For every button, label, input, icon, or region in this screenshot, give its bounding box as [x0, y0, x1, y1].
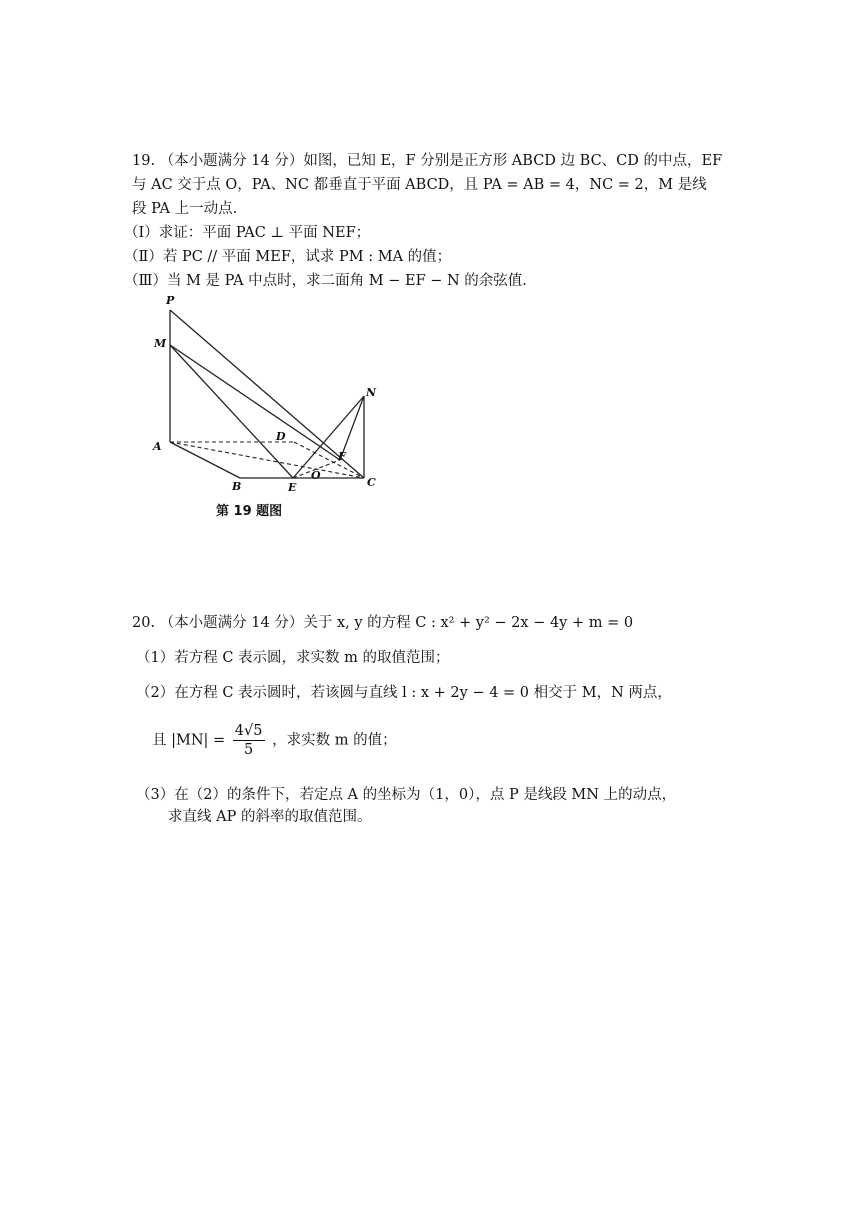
- mn-length-prefix: 且 |MN| =: [152, 732, 226, 749]
- label-P: P: [166, 294, 175, 307]
- q20-line1: 20. （本小题满分 14 分）关于 x, y 的方程 C : x² + y² − 2x − 4y + m = 0: [132, 615, 634, 631]
- fraction-numerator: 4√5: [234, 723, 263, 739]
- q20-part2: （2）在方程 C 表示圆时，若该圆与直线 l : x + 2y − 4 = 0 相交于 M，N 两点，: [136, 685, 672, 701]
- label-N: N: [366, 386, 377, 399]
- edge-AC: [170, 442, 364, 478]
- label-B: B: [232, 480, 242, 493]
- q19-part1: （Ⅰ）求证：平面 PAC ⊥ 平面 NEF；: [124, 225, 371, 241]
- edge-MF: [170, 345, 340, 460]
- label-O: O: [311, 469, 321, 482]
- q20-part3-continuation: 求直线 AP 的斜率的取值范围。: [168, 809, 372, 825]
- fraction-denominator: 5: [244, 742, 254, 758]
- fraction: [233, 722, 265, 759]
- q19-line2: 与 AC 交于点 O，PA、NC 都垂直于平面 ABCD，且 PA = AB = 4，NC = 2，M 是线: [132, 177, 707, 193]
- label-D: D: [276, 430, 286, 443]
- label-A: A: [153, 440, 162, 453]
- mn-length-suffix: ，求实数 m 的值；: [272, 732, 397, 749]
- edge-AB: [170, 442, 240, 478]
- q20-part2-continuation: [152, 722, 397, 759]
- q20-part3: （3）在（2）的条件下，若定点 A 的坐标为（1，0），点 P 是线段 MN 上的动点，: [136, 787, 677, 803]
- label-E: E: [288, 481, 297, 494]
- q19-line3: 段 PA 上一动点.: [132, 201, 238, 217]
- figure-caption: 第 19 题图: [216, 504, 283, 519]
- label-C: C: [367, 476, 376, 489]
- q19-part3: （Ⅲ）当 M 是 PA 中点时，求二面角 M − EF − N 的余弦值.: [124, 273, 527, 289]
- q19-line1: 19. （本小题满分 14 分）如图，已知 E，F 分别是正方形 ABCD 边 BC、CD 的中点，EF: [132, 153, 723, 169]
- q19-geometry-figure: [150, 292, 395, 524]
- edge-PC: [170, 310, 364, 478]
- label-M: M: [154, 337, 167, 350]
- edge-ME: [170, 345, 293, 478]
- edge-NE: [293, 396, 364, 478]
- label-F: F: [338, 450, 346, 463]
- q20-part1: （1）若方程 C 表示圆，求实数 m 的取值范围；: [136, 650, 450, 666]
- q19-part2: （Ⅱ）若 PC // 平面 MEF，试求 PM : MA 的值；: [124, 249, 452, 265]
